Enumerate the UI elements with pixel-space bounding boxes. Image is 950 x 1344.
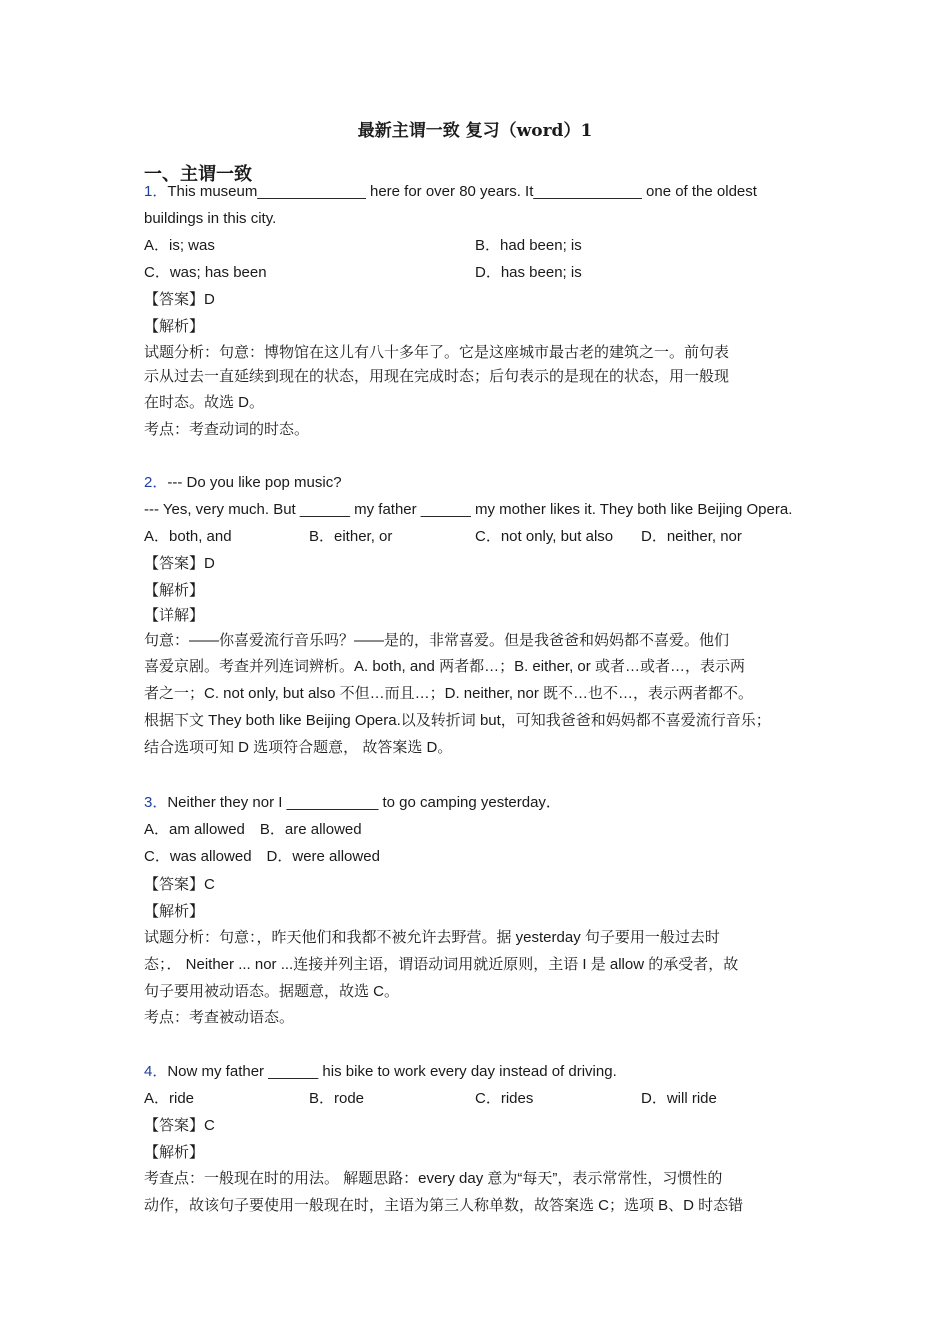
q1-stem-line-1	[144, 182, 757, 202]
q4-number: 4．	[144, 1063, 168, 1080]
q4-option-d: D．will ride	[641, 1090, 717, 1107]
q1-point: 考点：考查动词的时态。	[144, 421, 310, 438]
q3-explanation-3: 句子要用被动语态。据题意，故选 C。	[144, 983, 400, 1000]
q1-option-d: D．has been; is	[475, 264, 582, 281]
q2-stem-line-2: --- Yes, very much. But ______ my father ______ my mother likes it. They both like Beijing Opera.	[144, 501, 793, 518]
q3-explanation-2: 态；． Neither ... nor ...连接并列主语，谓语动词用就近原则，主语 I 是 allow 的承受者，故	[144, 956, 739, 973]
q3-answer: 【答案】C	[144, 876, 215, 893]
q1-option-b: B．had been; is	[475, 237, 582, 254]
q3-explanation-1: 试题分析：句意：，昨天他们和我都不被允许去野营。据 yesterday 句子要用一般过去时	[144, 929, 720, 946]
q1-explanation-3: 在时态。故选 D。	[144, 394, 265, 411]
q1-stem-line-2: buildings in this city.	[144, 210, 277, 227]
q2-detail-heading: 【详解】	[144, 607, 205, 624]
q4-stem-text: Now my father ______ his bike to work every day instead of driving.	[167, 1063, 617, 1080]
q4-option-a: A．ride	[144, 1090, 195, 1107]
q2-option-a: A．both, and	[144, 528, 232, 545]
q3-stem-text: Neither they nor I ___________ to go camping yesterday．	[167, 794, 561, 811]
q4-analysis-heading: 【解析】	[144, 1144, 205, 1161]
q3-options-line-1: A．am allowed B．are allowed	[144, 821, 362, 838]
q2-stem-line-1	[144, 473, 342, 493]
q1-number: 1．	[144, 183, 168, 200]
q4-stem-line-1	[144, 1062, 617, 1082]
q4-explanation-1: 考查点：一般现在时的用法。 解题思路：every day 意为“每天”，表示常常性，习惯性的	[144, 1170, 723, 1187]
q2-explanation-1: 句意：——你喜爱流行音乐吗？——是的，非常喜爱。但是我爸爸和妈妈都不喜爱。他们	[144, 632, 730, 649]
q2-explanation-4: 根据下文 They both like Beijing Opera.以及转折词 but，可知我爸爸和妈妈都不喜爱流行音乐；	[144, 712, 771, 729]
q2-number: 2．	[144, 474, 168, 491]
q3-point: 考点：考查被动语态。	[144, 1009, 295, 1026]
q2-stem-text: --- Do you like pop music?	[167, 474, 342, 491]
section-heading: 一、主谓一致	[144, 164, 252, 185]
q4-answer: 【答案】C	[144, 1117, 215, 1134]
q3-stem-line-1	[144, 793, 561, 813]
q2-option-b: B．either, or	[309, 528, 393, 545]
q2-option-d: D．neither, nor	[641, 528, 742, 545]
page-title: 最新主谓一致 复习（word）1	[357, 121, 593, 141]
q1-analysis-heading: 【解析】	[144, 318, 205, 335]
q2-explanation-3: 者之一；C. not only, but also 不但…而且…；D. neither, nor 既不…也不…，表示两者都不。	[144, 685, 754, 702]
q2-explanation-2: 喜爱京剧。考查并列连词辨析。A. both, and 两者都…；B. either, or 或者…或者…，表示两	[144, 658, 745, 675]
q1-answer: 【答案】D	[144, 291, 215, 308]
q1-explanation-1: 试题分析：句意：博物馆在这儿有八十多年了。它是这座城市最古老的建筑之一。前句表	[144, 344, 730, 361]
q1-stem-text: This museum_____________ here for over 80 years. It_____________ one of the oldest	[167, 183, 757, 200]
q4-explanation-2: 动作，故该句子要使用一般现在时，主语为第三人称单数，故答案选 C；选项 B、D 时态错	[144, 1197, 744, 1214]
q3-analysis-heading: 【解析】	[144, 903, 205, 920]
q3-options-line-2: C．was allowed D．were allowed	[144, 848, 380, 865]
q4-option-b: B．rode	[309, 1090, 365, 1107]
q2-option-c: C．not only, but also	[475, 528, 614, 545]
q3-number: 3．	[144, 794, 168, 811]
q4-option-c: C．rides	[475, 1090, 534, 1107]
q1-option-c: C．was; has been	[144, 264, 267, 281]
q2-analysis-heading: 【解析】	[144, 582, 205, 599]
q2-answer: 【答案】D	[144, 555, 215, 572]
q2-explanation-5: 结合选项可知 D 选项符合题意， 故答案选 D。	[144, 739, 453, 756]
q1-option-a: A．is; was	[144, 237, 215, 254]
q1-explanation-2: 示从过去一直延续到现在的状态，用现在完成时态；后句表示的是现在的状态，用一般现	[144, 368, 730, 385]
